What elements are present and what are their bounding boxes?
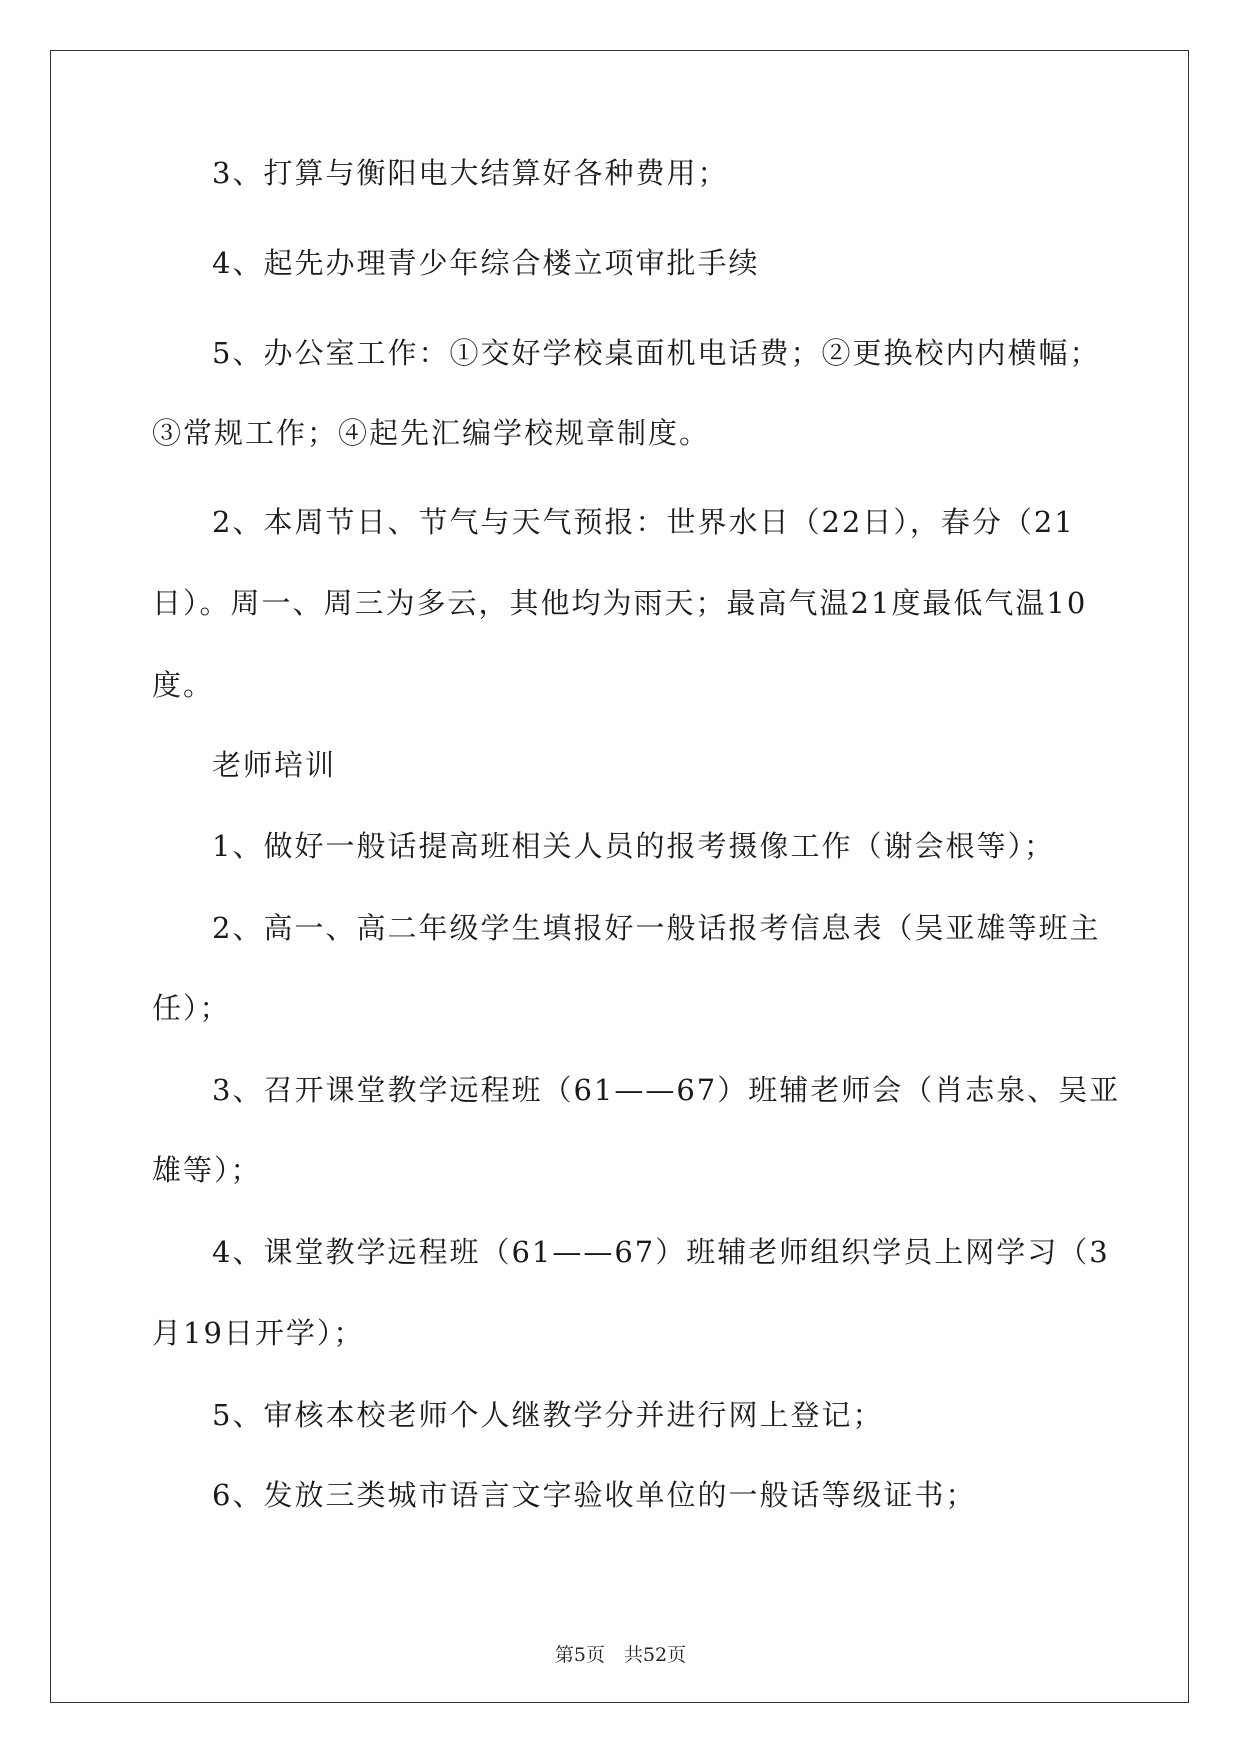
paragraph-line: 6、发放三类城市语言文字验收单位的一般话等级证书；	[212, 1478, 977, 1512]
paragraph-line: 任）；	[152, 991, 231, 1025]
paragraph-line: 3、召开课堂教学远程班（61——67）班辅老师会（肖志泉、吴亚	[212, 1073, 1121, 1107]
page-number-footer: 第5页 共52页	[554, 1644, 687, 1666]
paragraph-line: 度。	[152, 668, 215, 702]
paragraph-line: 日）。周一、周三为多云，其他均为雨天；最高气温21度最低气温10	[152, 586, 1088, 620]
page-border	[50, 50, 1189, 1703]
paragraph-line: 4、课堂教学远程班（61——67）班辅老师组织学员上网学习（3	[212, 1235, 1110, 1269]
paragraph-line: 1、做好一般话提高班相关人员的报考摄像工作（谢会根等）；	[212, 829, 1055, 863]
paragraph-line: 月19日开学）；	[152, 1316, 365, 1350]
paragraph-line: 4、起先办理青少年综合楼立项审批手续	[212, 246, 760, 280]
paragraph-line: 2、本周节日、节气与天气预报：世界水日（22日），春分（21	[212, 505, 1075, 539]
paragraph-line: 5、办公室工作：①交好学校桌面机电话费；②更换校内内横幅；	[212, 336, 1101, 370]
paragraph-line: 3、打算与衡阳电大结算好各种费用；	[212, 156, 729, 190]
paragraph-line: 雄等）；	[152, 1153, 262, 1187]
paragraph-line: 2、高一、高二年级学生填报好一般话报考信息表（吴亚雄等班主	[212, 911, 1101, 945]
paragraph-line: 5、审核本校老师个人继教学分并进行网上登记；	[212, 1398, 884, 1432]
section-heading: 老师培训	[212, 748, 337, 782]
paragraph-line: ③常规工作；④起先汇编学校规章制度。	[152, 416, 711, 450]
